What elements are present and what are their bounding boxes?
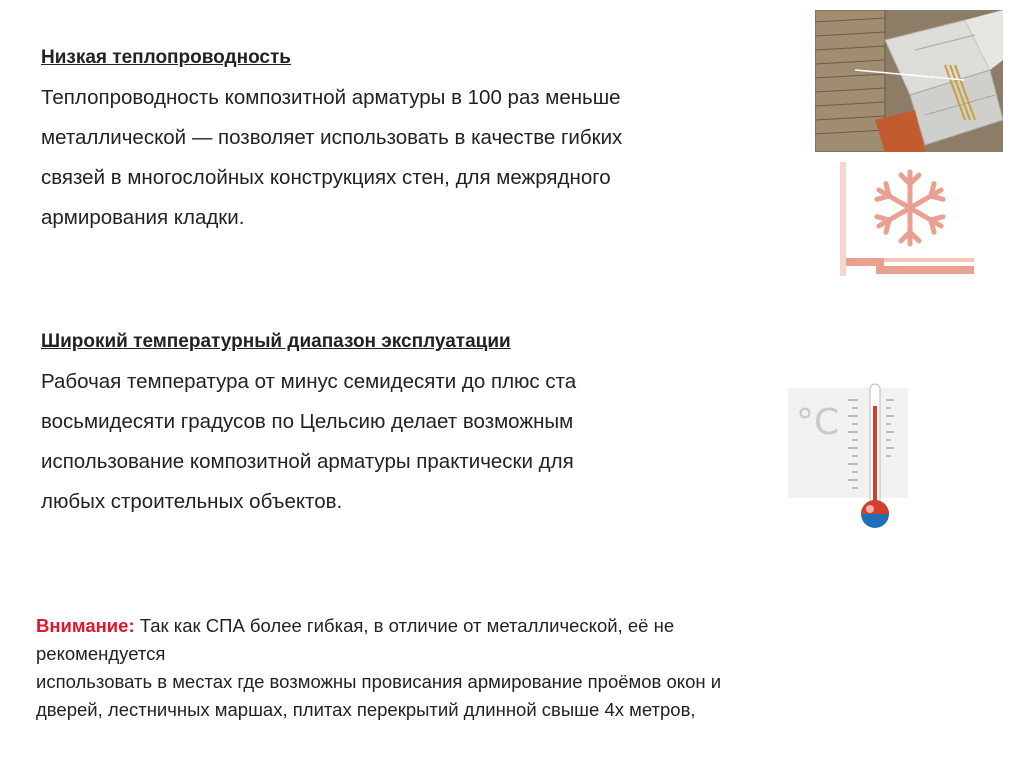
note-text: рекомендуется bbox=[36, 643, 166, 664]
text-line: Рабочая температура от минус семидесяти до плюс ста bbox=[41, 370, 577, 393]
text-line: использование композитной арматуры практически для bbox=[41, 450, 574, 473]
section-temperature-range bbox=[41, 330, 801, 522]
section-text bbox=[41, 78, 801, 238]
section-text bbox=[41, 362, 801, 522]
text-line: Теплопроводность композитной арматуры в 100 раз меньше bbox=[41, 86, 621, 109]
snowflake-icon bbox=[840, 162, 980, 276]
celsius-label: °C bbox=[796, 402, 840, 443]
note-text: Так как СПА более гибкая, в отличие от металлической, её не bbox=[134, 615, 675, 636]
text-line: восьмидесяти градусов по Цельсию делает возможным bbox=[41, 410, 574, 433]
section-title: Широкий температурный диапазон эксплуатации bbox=[41, 331, 511, 352]
text-line: металлической — позволяет использовать в качестве гибких bbox=[41, 126, 623, 149]
text-line: армирования кладки. bbox=[41, 206, 245, 229]
section-low-conductivity bbox=[41, 46, 801, 238]
warning-label: Внимание: bbox=[36, 615, 135, 636]
masonry-wall-photo bbox=[815, 10, 1003, 152]
text-line: любых строительных объектов. bbox=[41, 490, 343, 513]
warning-note bbox=[36, 612, 996, 724]
section-title: Низкая теплопроводность bbox=[41, 47, 291, 68]
text-line: связей в многослойных конструкциях стен, для межрядного bbox=[41, 166, 611, 189]
thermometer-icon bbox=[788, 380, 922, 534]
note-text: использовать в местах где возможны провисания армирование проёмов окон и bbox=[36, 671, 722, 692]
note-text: дверей, лестничных маршах, плитах перекрытий длинной свыше 4х метров, bbox=[36, 699, 696, 720]
